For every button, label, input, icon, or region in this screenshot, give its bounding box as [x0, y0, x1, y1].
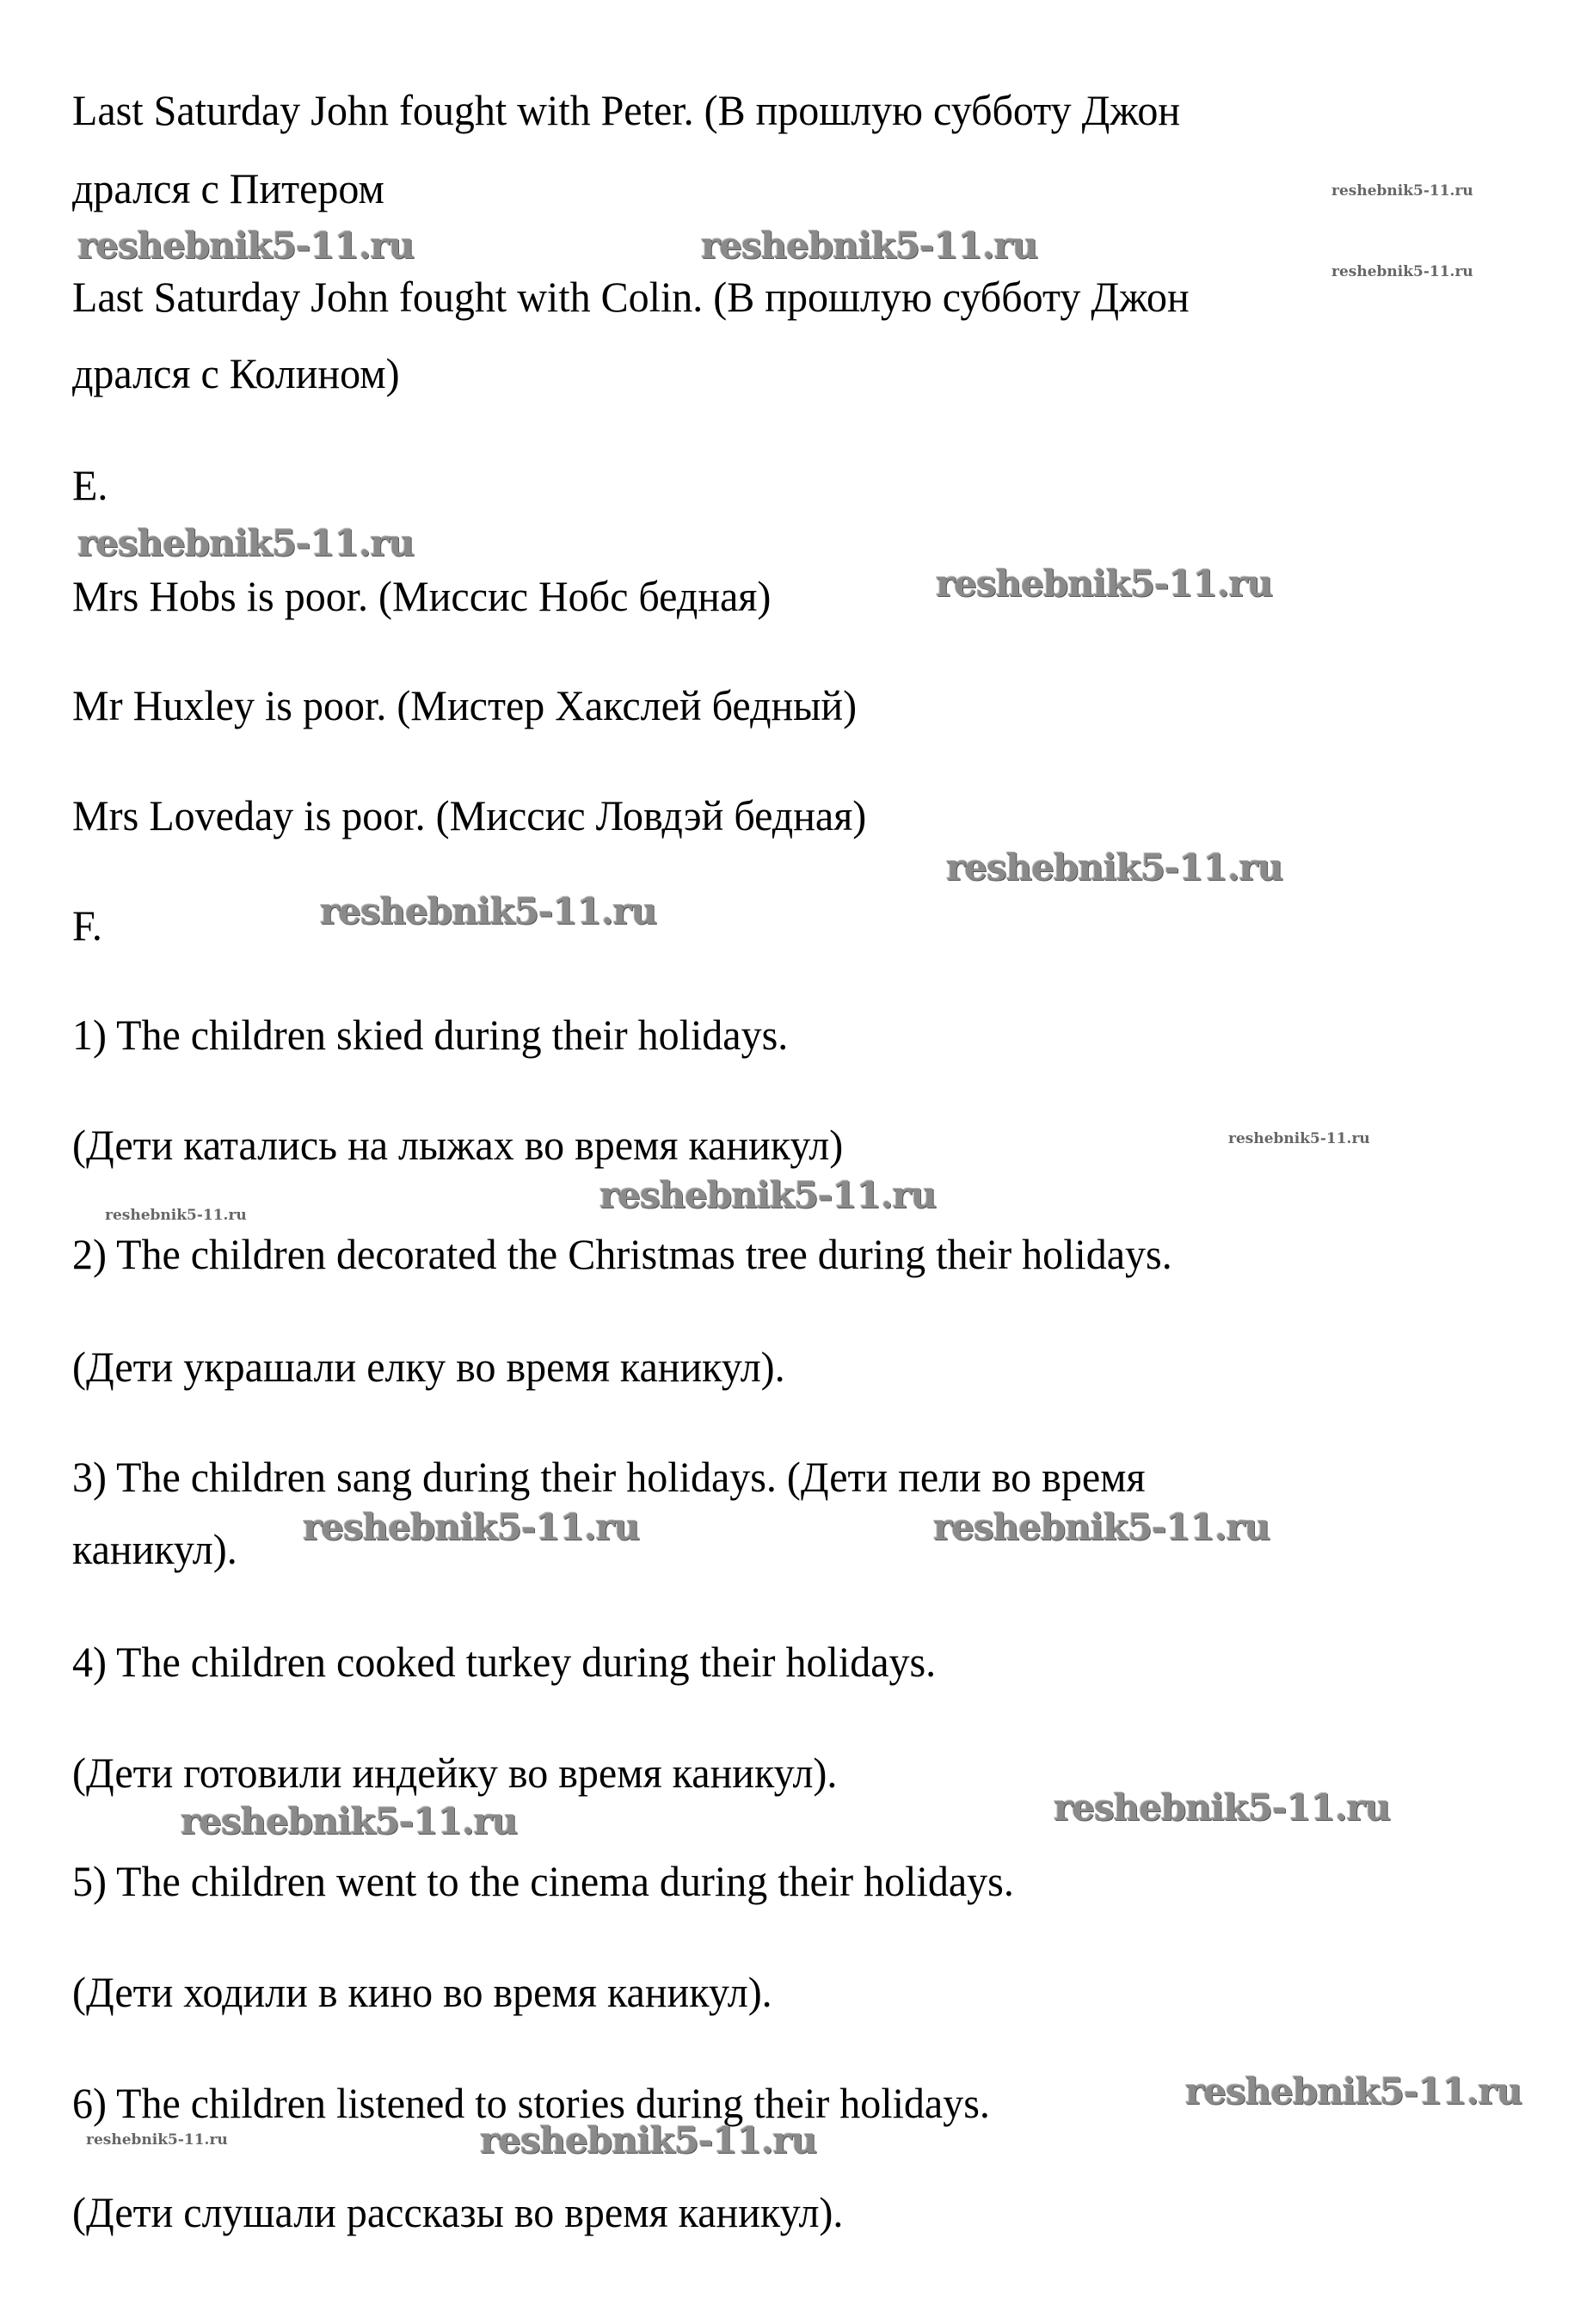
answer-line: (Дети слушали рассказы во время каникул). — [72, 2188, 844, 2236]
answer-line: Mrs Hobs is poor. (Миссис Нобс бедная) — [72, 572, 772, 620]
section-heading-f: F. — [72, 901, 102, 950]
answer-line: 5) The children went to the cinema during their holidays. — [72, 1857, 1014, 1905]
answer-line: дрался с Питером — [72, 164, 384, 212]
watermark: reshebnik5-11.ru — [946, 846, 1283, 888]
answer-line: 3) The children sang during their holidays. (Дети пели во время — [72, 1453, 1146, 1501]
watermark: reshebnik5-11.ru — [1331, 263, 1473, 280]
answer-line: Last Saturday John fought with Peter. (В прошлую субботу Джон — [72, 86, 1181, 134]
answer-line: (Дети катались на лыжах во время каникул) — [72, 1121, 844, 1169]
answer-line: Last Saturday John fought with Colin. (В прошлую субботу Джон — [72, 273, 1190, 321]
watermark: reshebnik5-11.ru — [933, 1506, 1270, 1548]
watermark: reshebnik5-11.ru — [701, 224, 1038, 267]
watermark: reshebnik5-11.ru — [1185, 2070, 1522, 2112]
watermark: reshebnik5-11.ru — [77, 522, 415, 564]
watermark: reshebnik5-11.ru — [1228, 1130, 1370, 1147]
watermark: reshebnik5-11.ru — [181, 1800, 518, 1842]
answer-line: Mr Huxley is poor. (Мистер Хакслей бедный) — [72, 681, 858, 729]
watermark: reshebnik5-11.ru — [105, 1207, 247, 1224]
watermark: reshebnik5-11.ru — [936, 563, 1273, 605]
answer-line: (Дети готовили индейку во время каникул). — [72, 1749, 838, 1797]
section-heading-e: E. — [72, 461, 108, 509]
answer-line: каникул). — [72, 1525, 237, 1573]
answer-line: 2) The children decorated the Christmas tree during their holidays. — [72, 1230, 1172, 1278]
watermark: reshebnik5-11.ru — [320, 890, 657, 932]
watermark: reshebnik5-11.ru — [1331, 182, 1473, 200]
answer-line: 4) The children cooked turkey during their holidays. — [72, 1638, 937, 1686]
answer-line: дрался с Колином) — [72, 349, 400, 397]
watermark: reshebnik5-11.ru — [1054, 1786, 1391, 1829]
answer-line: 6) The children listened to stories during their holidays. — [72, 2079, 990, 2127]
watermark: reshebnik5-11.ru — [599, 1174, 937, 1216]
answer-line: 1) The children skied during their holidays. — [72, 1011, 789, 1059]
watermark: reshebnik5-11.ru — [86, 2131, 228, 2149]
watermark: reshebnik5-11.ru — [480, 2119, 817, 2161]
answer-line: (Дети украшали елку во время каникул). — [72, 1343, 785, 1391]
watermark: reshebnik5-11.ru — [303, 1506, 640, 1548]
answer-line: (Дети ходили в кино во время каникул). — [72, 1968, 772, 2016]
watermark: reshebnik5-11.ru — [77, 224, 415, 267]
answer-line: Mrs Loveday is poor. (Миссис Ловдэй бедная) — [72, 791, 867, 839]
